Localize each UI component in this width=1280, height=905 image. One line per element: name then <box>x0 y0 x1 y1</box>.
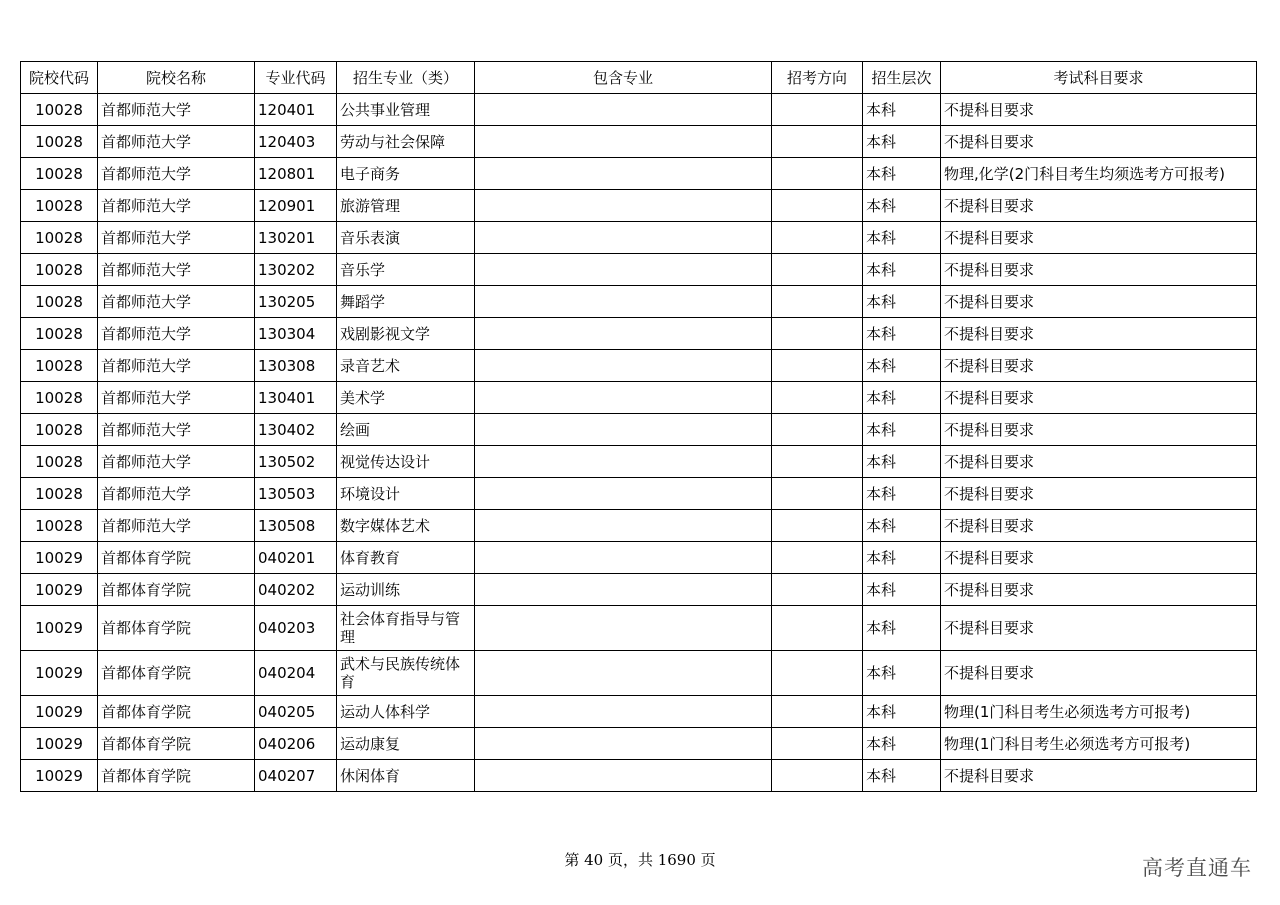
school-name-cell: 首都师范大学 <box>98 446 255 478</box>
direction-cell <box>772 510 863 542</box>
major-code-cell: 040207 <box>255 760 337 792</box>
direction-cell <box>772 478 863 510</box>
direction-cell <box>772 414 863 446</box>
major-cell: 劳动与社会保障 <box>337 126 475 158</box>
major-cell: 舞蹈学 <box>337 286 475 318</box>
major-cell: 美术学 <box>337 382 475 414</box>
level-cell: 本科 <box>863 606 941 651</box>
level-cell: 本科 <box>863 696 941 728</box>
school-name-cell: 首都师范大学 <box>98 286 255 318</box>
table-row <box>21 350 1257 382</box>
direction-cell <box>772 286 863 318</box>
direction-cell <box>772 126 863 158</box>
direction-cell <box>772 190 863 222</box>
major-cell: 录音艺术 <box>337 350 475 382</box>
included-majors-cell <box>475 382 772 414</box>
school-name-cell: 首都体育学院 <box>98 651 255 696</box>
included-majors-cell <box>475 446 772 478</box>
school-code-cell: 10028 <box>21 382 98 414</box>
subject-requirement-cell: 不提科目要求 <box>941 254 1257 286</box>
level-cell: 本科 <box>863 190 941 222</box>
level-cell: 本科 <box>863 728 941 760</box>
table-row <box>21 760 1257 792</box>
major-code-cell: 130202 <box>255 254 337 286</box>
subject-requirement-cell: 不提科目要求 <box>941 542 1257 574</box>
subject-requirement-cell: 物理(1门科目考生必须选考方可报考) <box>941 728 1257 760</box>
school-code-cell: 10029 <box>21 760 98 792</box>
major-code-cell: 120403 <box>255 126 337 158</box>
school-code-cell: 10029 <box>21 574 98 606</box>
subject-requirement-cell: 不提科目要求 <box>941 222 1257 254</box>
school-name-cell: 首都师范大学 <box>98 222 255 254</box>
school-name-cell: 首都师范大学 <box>98 190 255 222</box>
direction-cell <box>772 94 863 126</box>
major-code-cell: 130508 <box>255 510 337 542</box>
major-code-cell: 120801 <box>255 158 337 190</box>
school-code-cell: 10028 <box>21 222 98 254</box>
included-majors-cell <box>475 126 772 158</box>
included-majors-cell <box>475 696 772 728</box>
direction-cell <box>772 222 863 254</box>
school-code-cell: 10028 <box>21 254 98 286</box>
header-included-majors: 包含专业 <box>475 62 772 94</box>
subject-requirement-cell: 不提科目要求 <box>941 318 1257 350</box>
school-code-cell: 10029 <box>21 696 98 728</box>
school-name-cell: 首都师范大学 <box>98 318 255 350</box>
major-code-cell: 130205 <box>255 286 337 318</box>
direction-cell <box>772 760 863 792</box>
major-code-cell: 130401 <box>255 382 337 414</box>
direction-cell <box>772 318 863 350</box>
school-code-cell: 10028 <box>21 94 98 126</box>
major-cell: 音乐学 <box>337 254 475 286</box>
subject-requirement-cell: 不提科目要求 <box>941 574 1257 606</box>
level-cell: 本科 <box>863 222 941 254</box>
table-row <box>21 222 1257 254</box>
direction-cell <box>772 350 863 382</box>
included-majors-cell <box>475 350 772 382</box>
major-cell: 数字媒体艺术 <box>337 510 475 542</box>
subject-requirement-cell: 不提科目要求 <box>941 478 1257 510</box>
major-code-cell: 040203 <box>255 606 337 651</box>
included-majors-cell <box>475 478 772 510</box>
table-row <box>21 728 1257 760</box>
level-cell: 本科 <box>863 510 941 542</box>
level-cell: 本科 <box>863 318 941 350</box>
school-name-cell: 首都师范大学 <box>98 478 255 510</box>
header-major-code: 专业代码 <box>255 62 337 94</box>
direction-cell <box>772 728 863 760</box>
header-school-name: 院校名称 <box>98 62 255 94</box>
included-majors-cell <box>475 510 772 542</box>
major-code-cell: 040206 <box>255 728 337 760</box>
subject-requirement-cell: 不提科目要求 <box>941 94 1257 126</box>
level-cell: 本科 <box>863 446 941 478</box>
major-code-cell: 130308 <box>255 350 337 382</box>
header-subject-requirement: 考试科目要求 <box>941 62 1257 94</box>
table-row <box>21 651 1257 696</box>
direction-cell <box>772 158 863 190</box>
included-majors-cell <box>475 414 772 446</box>
subject-requirement-cell: 物理(1门科目考生必须选考方可报考) <box>941 696 1257 728</box>
table-row <box>21 382 1257 414</box>
school-code-cell: 10028 <box>21 158 98 190</box>
level-cell: 本科 <box>863 478 941 510</box>
school-name-cell: 首都体育学院 <box>98 542 255 574</box>
direction-cell <box>772 446 863 478</box>
direction-cell <box>772 254 863 286</box>
major-code-cell: 040201 <box>255 542 337 574</box>
major-code-cell: 120401 <box>255 94 337 126</box>
subject-requirement-cell: 不提科目要求 <box>941 606 1257 651</box>
header-school-code: 院校代码 <box>21 62 98 94</box>
direction-cell <box>772 606 863 651</box>
table-row <box>21 318 1257 350</box>
school-name-cell: 首都师范大学 <box>98 254 255 286</box>
table-row <box>21 94 1257 126</box>
school-name-cell: 首都师范大学 <box>98 382 255 414</box>
level-cell: 本科 <box>863 542 941 574</box>
header-major: 招生专业（类） <box>337 62 475 94</box>
school-code-cell: 10029 <box>21 542 98 574</box>
table-row <box>21 542 1257 574</box>
subject-requirement-cell: 不提科目要求 <box>941 126 1257 158</box>
subject-requirement-cell: 不提科目要求 <box>941 510 1257 542</box>
table-row <box>21 510 1257 542</box>
major-cell: 运动康复 <box>337 728 475 760</box>
page-number: 第 40 页，共 1690 页 <box>564 851 716 869</box>
included-majors-cell <box>475 760 772 792</box>
table-row <box>21 254 1257 286</box>
school-name-cell: 首都师范大学 <box>98 414 255 446</box>
school-name-cell: 首都体育学院 <box>98 760 255 792</box>
major-cell: 环境设计 <box>337 478 475 510</box>
major-cell: 公共事业管理 <box>337 94 475 126</box>
school-code-cell: 10029 <box>21 651 98 696</box>
level-cell: 本科 <box>863 651 941 696</box>
school-code-cell: 10028 <box>21 446 98 478</box>
included-majors-cell <box>475 318 772 350</box>
table-row <box>21 574 1257 606</box>
major-cell: 运动训练 <box>337 574 475 606</box>
watermark-logo-text: 高考直通车 <box>1142 856 1252 880</box>
table-row <box>21 414 1257 446</box>
major-cell: 戏剧影视文学 <box>337 318 475 350</box>
major-cell: 社会体育指导与管理 <box>337 606 475 651</box>
major-cell: 休闲体育 <box>337 760 475 792</box>
school-code-cell: 10028 <box>21 478 98 510</box>
school-name-cell: 首都师范大学 <box>98 350 255 382</box>
level-cell: 本科 <box>863 126 941 158</box>
school-code-cell: 10029 <box>21 728 98 760</box>
level-cell: 本科 <box>863 760 941 792</box>
school-code-cell: 10028 <box>21 414 98 446</box>
major-cell: 体育教育 <box>337 542 475 574</box>
included-majors-cell <box>475 94 772 126</box>
school-code-cell: 10029 <box>21 606 98 651</box>
school-code-cell: 10028 <box>21 126 98 158</box>
school-name-cell: 首都师范大学 <box>98 126 255 158</box>
school-code-cell: 10028 <box>21 190 98 222</box>
subject-requirement-cell: 不提科目要求 <box>941 651 1257 696</box>
major-cell: 旅游管理 <box>337 190 475 222</box>
table-row <box>21 190 1257 222</box>
level-cell: 本科 <box>863 382 941 414</box>
direction-cell <box>772 382 863 414</box>
school-code-cell: 10028 <box>21 286 98 318</box>
header-level: 招生层次 <box>863 62 941 94</box>
major-code-cell: 120901 <box>255 190 337 222</box>
table-row <box>21 286 1257 318</box>
included-majors-cell <box>475 728 772 760</box>
school-name-cell: 首都师范大学 <box>98 94 255 126</box>
level-cell: 本科 <box>863 158 941 190</box>
table-row <box>21 606 1257 651</box>
direction-cell <box>772 651 863 696</box>
major-code-cell: 130502 <box>255 446 337 478</box>
included-majors-cell <box>475 222 772 254</box>
included-majors-cell <box>475 158 772 190</box>
subject-requirement-cell: 不提科目要求 <box>941 414 1257 446</box>
major-cell: 武术与民族传统体育 <box>337 651 475 696</box>
major-cell: 音乐表演 <box>337 222 475 254</box>
table-row <box>21 158 1257 190</box>
school-name-cell: 首都体育学院 <box>98 606 255 651</box>
table-header-row <box>21 62 1257 94</box>
level-cell: 本科 <box>863 94 941 126</box>
admission-table <box>20 61 1257 792</box>
school-name-cell: 首都体育学院 <box>98 696 255 728</box>
level-cell: 本科 <box>863 350 941 382</box>
included-majors-cell <box>475 651 772 696</box>
school-name-cell: 首都师范大学 <box>98 158 255 190</box>
major-code-cell: 130304 <box>255 318 337 350</box>
table-row <box>21 478 1257 510</box>
included-majors-cell <box>475 574 772 606</box>
school-name-cell: 首都师范大学 <box>98 510 255 542</box>
header-direction: 招考方向 <box>772 62 863 94</box>
included-majors-cell <box>475 606 772 651</box>
level-cell: 本科 <box>863 574 941 606</box>
included-majors-cell <box>475 542 772 574</box>
direction-cell <box>772 542 863 574</box>
major-code-cell: 130402 <box>255 414 337 446</box>
table-row <box>21 126 1257 158</box>
included-majors-cell <box>475 286 772 318</box>
school-code-cell: 10028 <box>21 350 98 382</box>
subject-requirement-cell: 物理,化学(2门科目考生均须选考方可报考) <box>941 158 1257 190</box>
major-cell: 绘画 <box>337 414 475 446</box>
major-code-cell: 130201 <box>255 222 337 254</box>
major-code-cell: 130503 <box>255 478 337 510</box>
direction-cell <box>772 574 863 606</box>
major-cell: 运动人体科学 <box>337 696 475 728</box>
subject-requirement-cell: 不提科目要求 <box>941 350 1257 382</box>
subject-requirement-cell: 不提科目要求 <box>941 446 1257 478</box>
subject-requirement-cell: 不提科目要求 <box>941 382 1257 414</box>
school-name-cell: 首都体育学院 <box>98 574 255 606</box>
major-code-cell: 040205 <box>255 696 337 728</box>
school-name-cell: 首都体育学院 <box>98 728 255 760</box>
level-cell: 本科 <box>863 254 941 286</box>
level-cell: 本科 <box>863 286 941 318</box>
direction-cell <box>772 696 863 728</box>
level-cell: 本科 <box>863 414 941 446</box>
school-code-cell: 10028 <box>21 510 98 542</box>
included-majors-cell <box>475 190 772 222</box>
school-code-cell: 10028 <box>21 318 98 350</box>
major-cell: 电子商务 <box>337 158 475 190</box>
major-cell: 视觉传达设计 <box>337 446 475 478</box>
subject-requirement-cell: 不提科目要求 <box>941 286 1257 318</box>
major-code-cell: 040204 <box>255 651 337 696</box>
included-majors-cell <box>475 254 772 286</box>
subject-requirement-cell: 不提科目要求 <box>941 760 1257 792</box>
major-code-cell: 040202 <box>255 574 337 606</box>
subject-requirement-cell: 不提科目要求 <box>941 190 1257 222</box>
table-row <box>21 696 1257 728</box>
table-row <box>21 446 1257 478</box>
